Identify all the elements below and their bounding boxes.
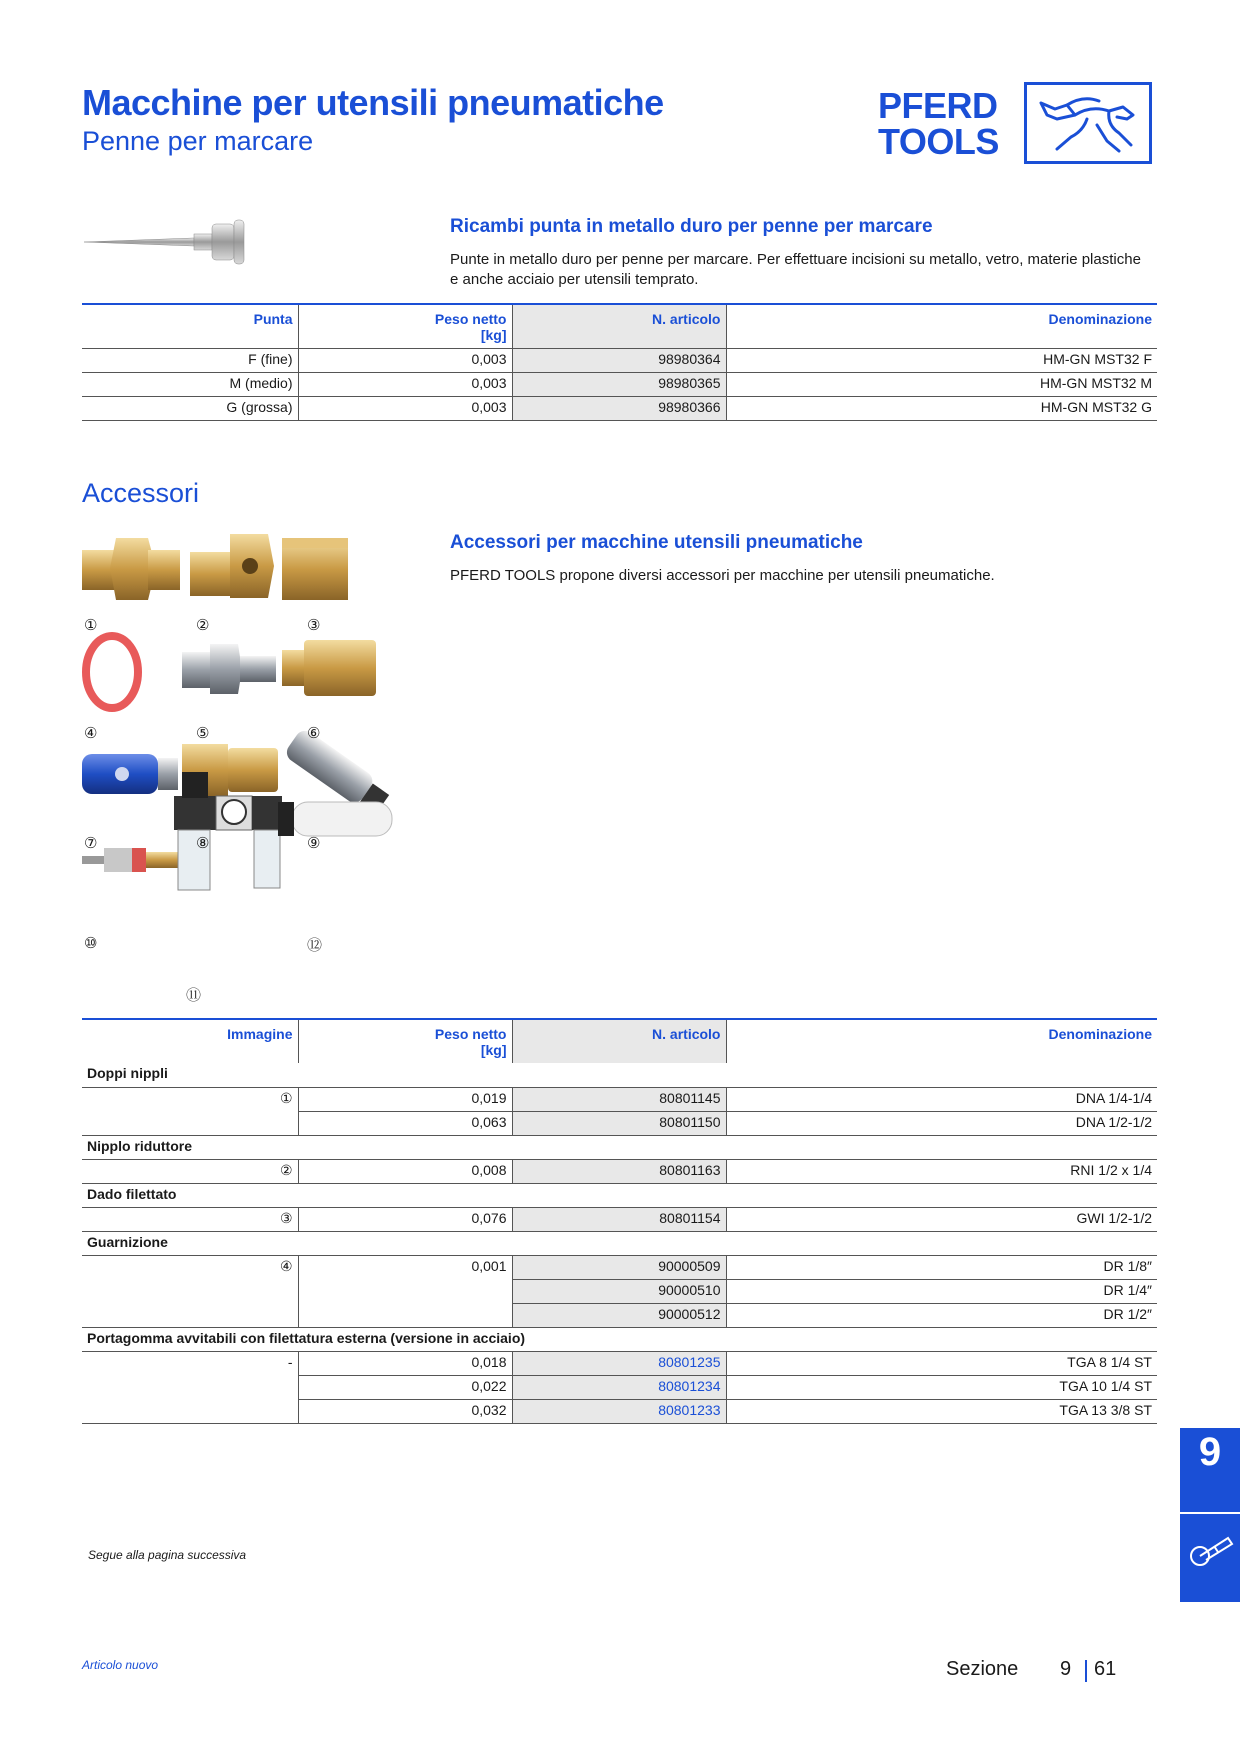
image-number-10: ⑩	[84, 935, 98, 952]
table-row	[82, 1303, 1157, 1327]
group-name: Portagomma avvitabili con filettatura esterna (versione in acciaio)	[82, 1327, 1157, 1351]
footer-divider	[1085, 1660, 1087, 1682]
cell-peso	[298, 1303, 512, 1327]
section-description-accessori: PFERD TOOLS propone diversi accessori per macchine per utensili pneumatiche.	[450, 567, 995, 584]
image-number-12: ⑫	[307, 937, 323, 954]
accessories-table	[82, 1018, 1157, 1424]
reducer-nipple-image	[190, 534, 274, 598]
column-header-punta: Punta	[82, 304, 298, 348]
column-header-denominazione: Denominazione	[726, 304, 1157, 348]
cell-peso	[298, 1279, 512, 1303]
group-header-row	[82, 1327, 1157, 1351]
table-row	[82, 1375, 1157, 1399]
logo-text-pferd: PFERD	[878, 85, 998, 126]
group-name: Nipplo riduttore	[82, 1135, 1157, 1159]
cell-punta: F (fine)	[82, 348, 298, 372]
footer-section-label: Sezione	[946, 1658, 1019, 1680]
image-number-5: ⑤	[196, 725, 210, 742]
cell-denominazione: GWI 1/2-1/2	[726, 1207, 1157, 1231]
section-heading-accessori: Accessori per macchine utensili pneumatiche	[450, 532, 863, 553]
column-header-peso-label: Peso netto [kg]	[434, 1026, 507, 1058]
cell-articolo: 98980364	[512, 348, 726, 372]
table-header-row	[82, 1019, 1157, 1063]
cell-peso: 0,001	[298, 1255, 512, 1279]
cell-peso: 0,076	[298, 1207, 512, 1231]
cell-peso: 0,019	[298, 1087, 512, 1111]
cell-denominazione: DR 1/4″	[726, 1279, 1157, 1303]
image-number-3: ③	[307, 617, 321, 634]
cell-denominazione: TGA 8 1/4 ST	[726, 1351, 1157, 1375]
cell-denominazione: TGA 10 1/4 ST	[726, 1375, 1157, 1399]
image-number-8: ⑧	[196, 835, 210, 852]
table-row	[82, 1111, 1157, 1135]
cell-denominazione: HM-GN MST32 F	[726, 348, 1157, 372]
cell-denominazione: DNA 1/2-1/2	[726, 1111, 1157, 1135]
cell-peso: 0,032	[298, 1399, 512, 1423]
cell-articolo-new[interactable]: 80801233	[512, 1399, 726, 1423]
logo-text-tools: TOOLS	[878, 121, 999, 162]
column-header-immagine: Immagine	[82, 1019, 298, 1063]
image-number-9: ⑨	[307, 835, 321, 852]
threaded-nut-image	[282, 538, 348, 600]
cell-articolo: 98980366	[512, 396, 726, 420]
cell-immagine	[82, 1111, 298, 1135]
page-title: Macchine per utensili pneumatiche	[82, 82, 664, 123]
cell-immagine	[82, 1279, 298, 1303]
cell-peso: 0,008	[298, 1159, 512, 1183]
column-header-peso-label: Peso netto [kg]	[434, 311, 507, 343]
double-nipple-image	[82, 538, 180, 600]
table-row	[82, 1207, 1157, 1231]
accessory-images-grid	[82, 532, 432, 1007]
cell-peso: 0,063	[298, 1111, 512, 1135]
section-tab-number: 9	[1198, 1430, 1222, 1474]
filter-element-image	[278, 802, 392, 836]
carbide-tips-table	[82, 303, 1157, 421]
group-header-row	[82, 1231, 1157, 1255]
cell-denominazione: TGA 13 3/8 ST	[726, 1399, 1157, 1423]
image-number-4: ④	[84, 725, 98, 742]
cell-denominazione: HM-GN MST32 G	[726, 396, 1157, 420]
pferd-tools-logo	[878, 82, 1156, 166]
cell-peso: 0,018	[298, 1351, 512, 1375]
cell-peso: 0,003	[298, 372, 512, 396]
cell-denominazione: DR 1/2″	[726, 1303, 1157, 1327]
page-subtitle: Penne per marcare	[82, 126, 314, 156]
cell-immagine: ①	[82, 1087, 298, 1111]
cell-articolo: 90000512	[512, 1303, 726, 1327]
cell-immagine: ③	[82, 1207, 298, 1231]
cell-denominazione: HM-GN MST32 M	[726, 372, 1157, 396]
gasket-image	[86, 636, 138, 708]
cell-punta: G (grossa)	[82, 396, 298, 420]
cell-articolo: 80801145	[512, 1087, 726, 1111]
cell-immagine	[82, 1303, 298, 1327]
column-header-articolo: N. articolo	[512, 1019, 726, 1063]
section-tab-divider	[1180, 1512, 1240, 1514]
cell-articolo-new[interactable]: 80801235	[512, 1351, 726, 1375]
coupling-image	[282, 640, 376, 696]
section-heading-carbide-tips: Ricambi punta in metallo duro per penne per marcare	[450, 216, 933, 237]
table-row	[82, 1087, 1157, 1111]
cell-immagine: ④	[82, 1255, 298, 1279]
footer-page-number: 61	[1094, 1658, 1117, 1680]
cell-denominazione: RNI 1/2 x 1/4	[726, 1159, 1157, 1183]
column-header-denominazione: Denominazione	[726, 1019, 1157, 1063]
cell-peso: 0,003	[298, 396, 512, 420]
table-row	[82, 1279, 1157, 1303]
table-row	[82, 1399, 1157, 1423]
cell-punta: M (medio)	[82, 372, 298, 396]
cell-denominazione: DR 1/8″	[726, 1255, 1157, 1279]
cell-peso: 0,003	[298, 348, 512, 372]
carbide-tip-image	[82, 216, 252, 273]
cell-immagine	[82, 1399, 298, 1423]
table-row	[82, 1159, 1157, 1183]
cell-articolo: 80801150	[512, 1111, 726, 1135]
table-row	[82, 396, 1157, 420]
cell-articolo: 80801163	[512, 1159, 726, 1183]
table-row	[82, 372, 1157, 396]
blue-safety-coupling-image	[82, 754, 178, 794]
cell-denominazione: DNA 1/4-1/4	[726, 1087, 1157, 1111]
cell-articolo: 90000510	[512, 1279, 726, 1303]
image-number-2: ②	[196, 617, 210, 634]
cell-immagine: -	[82, 1351, 298, 1375]
footer-section-number: 9	[1060, 1658, 1072, 1680]
cell-peso: 0,022	[298, 1375, 512, 1399]
image-number-6: ⑥	[307, 725, 321, 742]
image-number-1: ①	[84, 617, 98, 634]
table-row	[82, 348, 1157, 372]
table-row	[82, 1351, 1157, 1375]
group-name: Dado filettato	[82, 1183, 1157, 1207]
image-number-11: ⑪	[186, 987, 202, 1004]
group-name: Guarnizione	[82, 1231, 1157, 1255]
image-number-7: ⑦	[84, 835, 98, 852]
table-header-row	[82, 304, 1157, 348]
horse-logo-icon	[1024, 82, 1152, 164]
column-header-peso	[298, 1019, 512, 1063]
cell-articolo: 90000509	[512, 1255, 726, 1279]
accessori-title: Accessori	[82, 478, 200, 508]
column-header-articolo: N. articolo	[512, 304, 726, 348]
section-description-carbide-tips: Punte in metallo duro per penne per marcare. Per effettuare incisioni su metallo, vetro, materie plastiche e anche acciaio per utensili temprato.	[450, 251, 1141, 288]
group-header-row	[82, 1183, 1157, 1207]
group-name: Doppi nippli	[87, 1065, 168, 1081]
cell-articolo-new[interactable]: 80801234	[512, 1375, 726, 1399]
cell-immagine	[82, 1375, 298, 1399]
continue-note: Segue alla pagina successiva	[88, 1548, 247, 1562]
table-row	[82, 1255, 1157, 1279]
group-header-row	[82, 1135, 1157, 1159]
cell-immagine: ②	[82, 1159, 298, 1183]
angle-grinder-icon	[1188, 1528, 1234, 1573]
plug-nipple-image	[182, 644, 276, 694]
cell-articolo: 80801154	[512, 1207, 726, 1231]
footer-new-article-note: Articolo nuovo	[82, 1658, 159, 1672]
column-header-peso	[298, 304, 512, 348]
cell-articolo: 98980365	[512, 372, 726, 396]
group-header-row	[82, 1063, 1157, 1087]
